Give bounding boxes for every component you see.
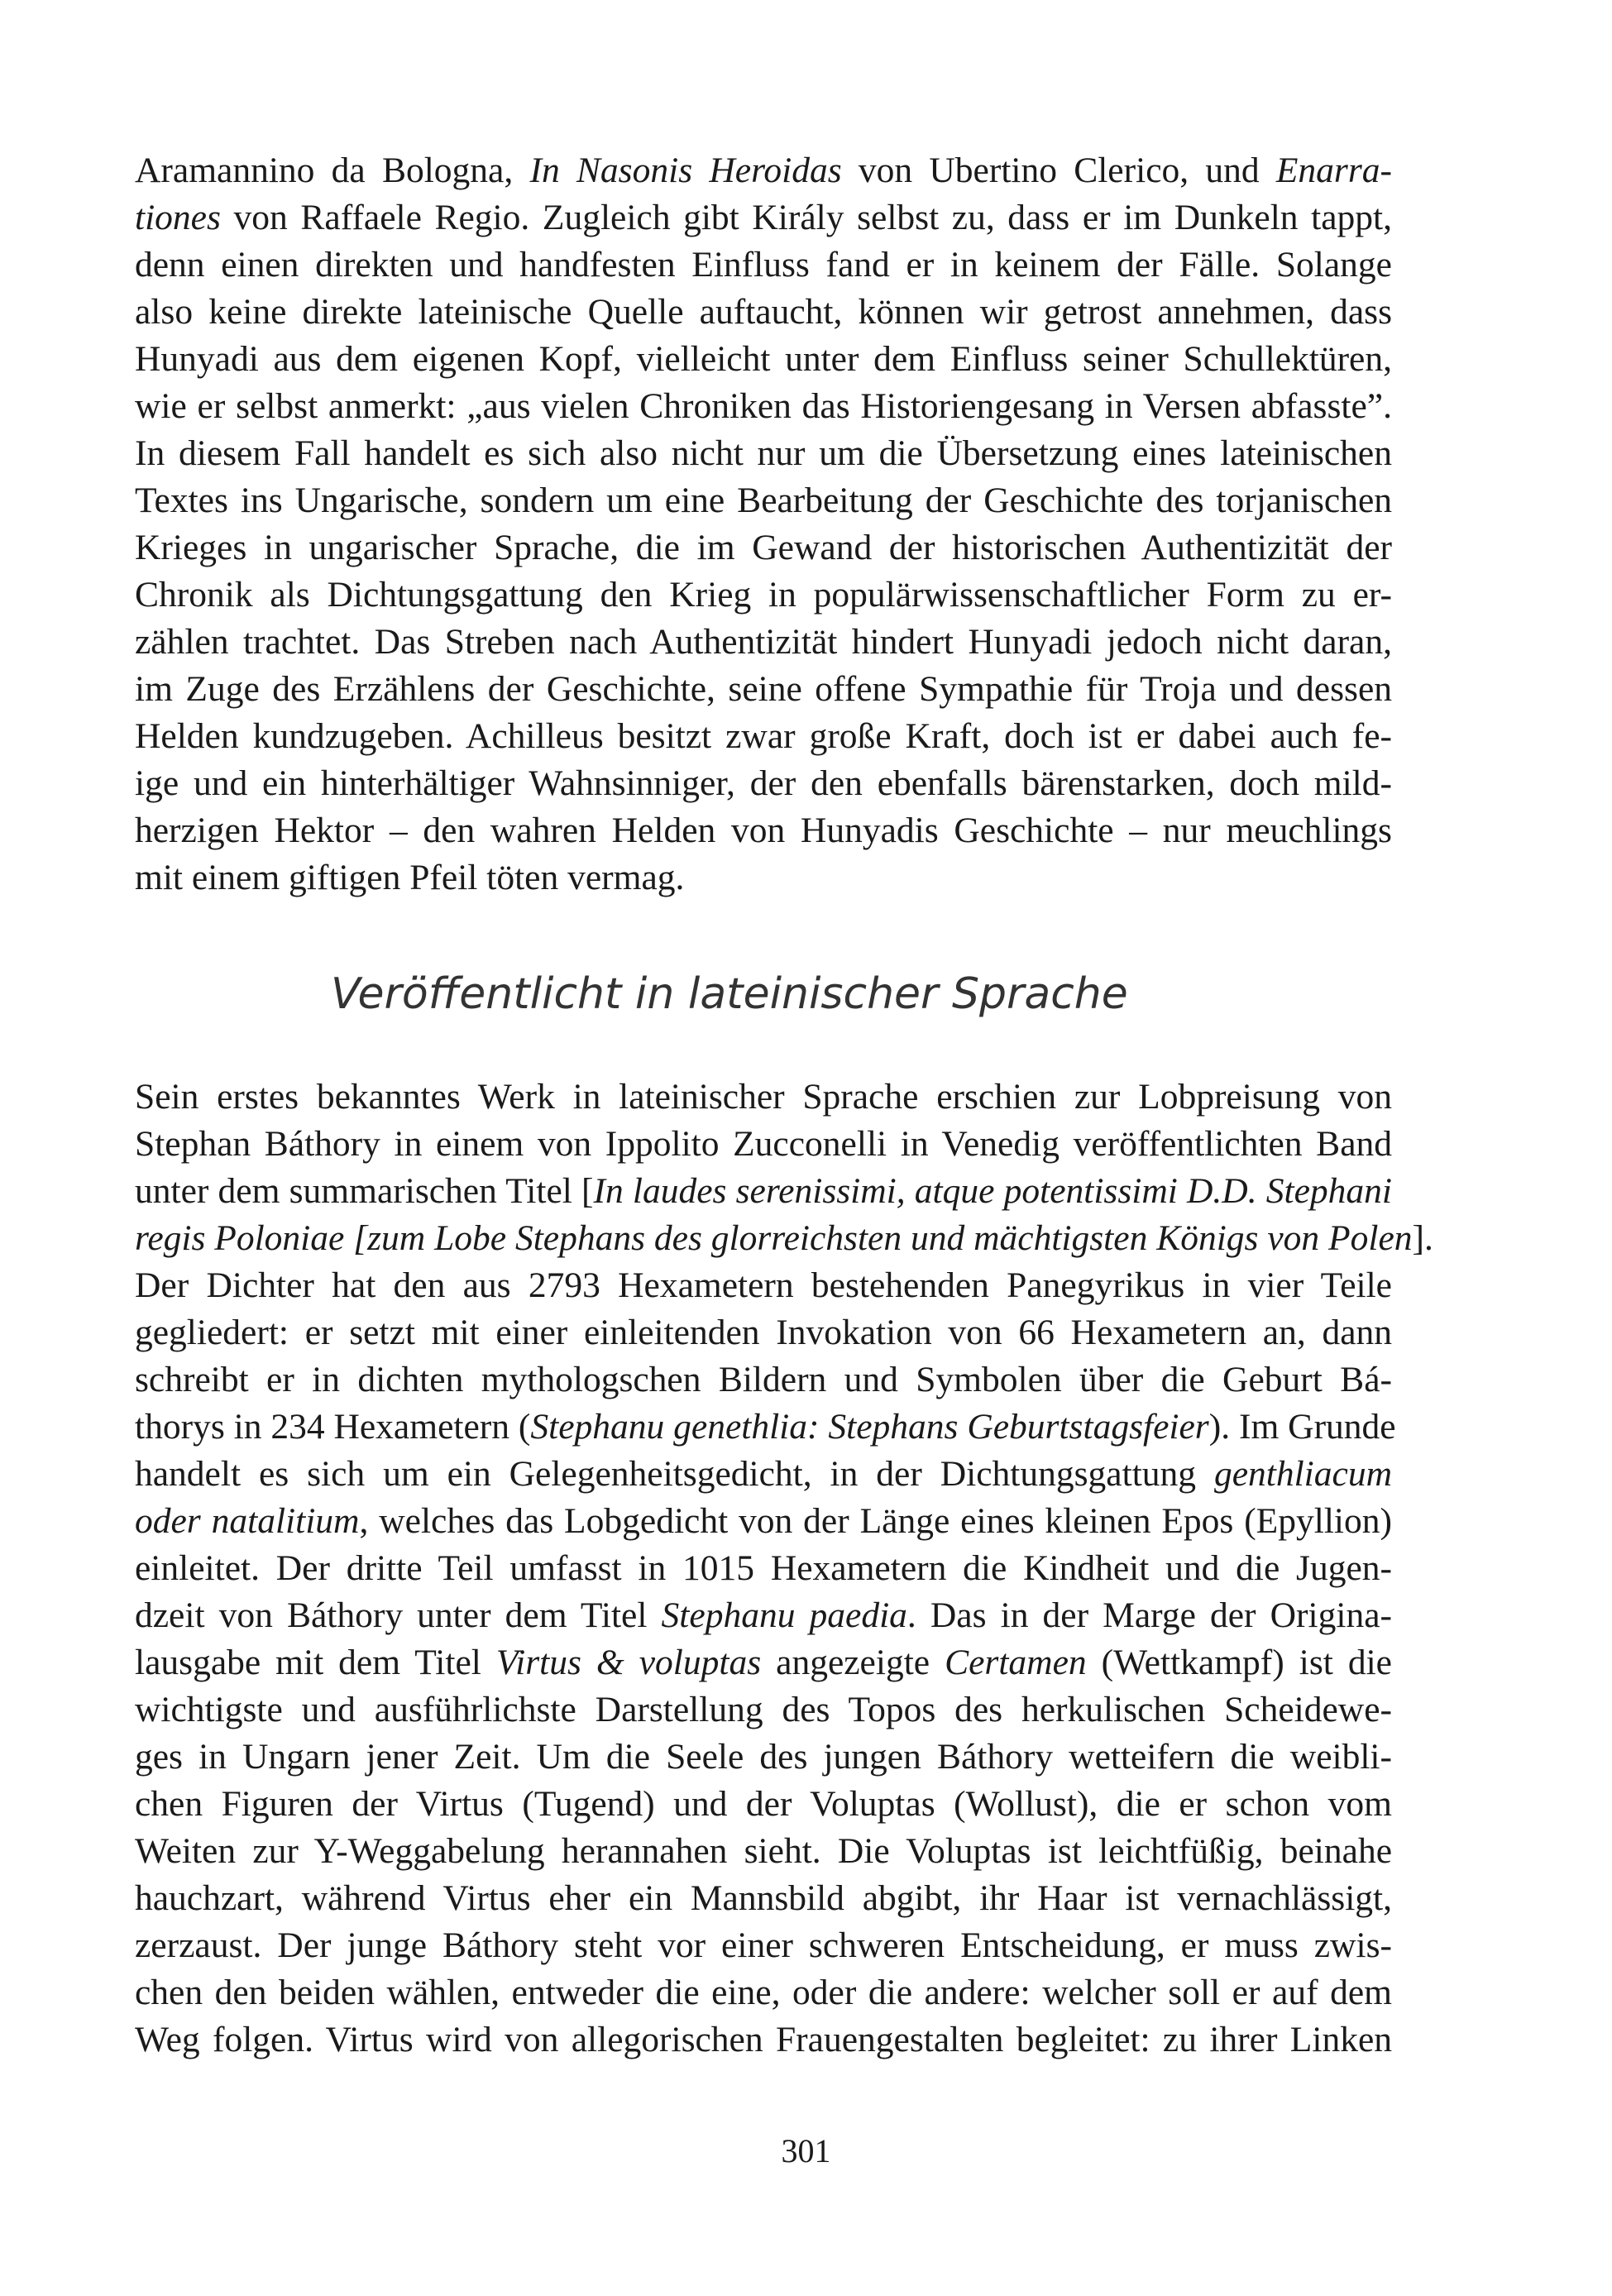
text-line	[135, 524, 1392, 571]
text-line	[135, 1828, 1392, 1874]
text-span: unter dem summarischen Titel [	[135, 1171, 594, 1211]
italic-text: Enarra-	[1275, 151, 1392, 190]
text-span: Helden kundzugeben. Achilleus besitzt zwar große Kraft, doch ist er dabei auch fe-	[135, 716, 1392, 756]
text-span: , welches das Lobgedicht von der Länge eines kleinen Epos (Epyllion)	[359, 1501, 1392, 1541]
text-span: chen den beiden wählen, entweder die eine, oder die andere: welcher soll er auf dem	[135, 1973, 1392, 2012]
text-span: thorys in 234 Hexametern (	[135, 1407, 531, 1447]
section-heading: Veröffentlicht in lateinischer Sprache	[331, 969, 1128, 1019]
italic-text: Virtus & voluptas	[495, 1643, 762, 1682]
text-span: Chronik als Dichtungsgattung den Krieg in populärwissenschaftlicher Form zu er-	[135, 575, 1392, 615]
text-line	[135, 1404, 1396, 1450]
text-span: Krieges in ungarischer Sprache, die im Gewand der historischen Authentizität der	[135, 528, 1392, 567]
text-span: (Wettkampf) ist die	[1086, 1643, 1392, 1682]
italic-text: tiones	[135, 198, 221, 237]
italic-text: genthliacum	[1213, 1454, 1392, 1494]
text-span: denn einen direkten und handfesten Einfluss fand er in keinem der Fälle. Solange	[135, 245, 1392, 285]
text-line	[135, 1451, 1392, 1497]
text-span: Weiten zur Y-Weggabelung herannahen sieht. Die Voluptas ist leichtfüßig, beinahe	[135, 1831, 1392, 1871]
text-span: Aramannino da Bologna,	[135, 151, 530, 190]
text-span: zählen trachtet. Das Streben nach Authentizität hindert Hunyadi jedoch nicht daran,	[135, 622, 1392, 662]
text-span: angezeigte	[761, 1643, 945, 1682]
text-line	[135, 1592, 1392, 1638]
text-span: also keine direkte lateinische Quelle auftaucht, können wir getrost annehmen, dass	[135, 292, 1392, 332]
text-line	[135, 1498, 1392, 1544]
text-line	[135, 477, 1392, 524]
text-line	[135, 1215, 1433, 1261]
text-line	[135, 1734, 1392, 1780]
text-span: von Raffaele Regio. Zugleich gibt Király selbst zu, dass er im Dunkeln tappt,	[220, 198, 1392, 237]
italic-text: In Nasonis Heroidas	[529, 151, 842, 190]
text-span: . Das in der Marge der Origina-	[906, 1595, 1392, 1635]
text-span: ].	[1412, 1218, 1433, 1258]
text-line	[135, 1639, 1392, 1686]
italic-text: Stephanu genethlia: Stephans Geburtstagsfeier	[530, 1407, 1209, 1447]
text-line	[135, 713, 1392, 759]
text-line	[135, 147, 1392, 194]
text-span: hauchzart, während Virtus eher ein Mannsbild abgibt, ihr Haar ist vernachlässigt,	[135, 1878, 1392, 1918]
text-span: dzeit von Báthory unter dem Titel	[135, 1595, 662, 1635]
text-span: wichtigste und ausführlichste Darstellung des Topos des herkulischen Scheidewe-	[135, 1690, 1392, 1729]
text-span: einleitet. Der dritte Teil umfasst in 1015 Hexametern die Kindheit und die Jugen-	[135, 1548, 1392, 1588]
text-span: Hunyadi aus dem eigenen Kopf, vielleicht unter dem Einfluss seiner Schullektüren,	[135, 339, 1392, 379]
text-line	[135, 194, 1392, 241]
text-span: gegliedert: er setzt mit einer einleitenden Invokation von 66 Hexametern an, dann	[135, 1313, 1392, 1352]
text-span: zerzaust. Der junge Báthory steht vor einer schweren Entscheidung, er muss zwis-	[135, 1925, 1392, 1965]
page-number: 301	[781, 2132, 831, 2169]
text-line	[135, 854, 1392, 901]
text-span: Textes ins Ungarische, sondern um eine Bearbeitung der Geschichte des torjanischen	[135, 481, 1392, 520]
text-line	[135, 1356, 1392, 1403]
text-span: ige und ein hinterhältiger Wahnsinniger, der den ebenfalls bärenstarken, doch mild-	[135, 763, 1392, 803]
italic-text: Certamen	[945, 1643, 1087, 1682]
text-span: handelt es sich um ein Gelegenheitsgedicht, in der Dichtungsgattung	[135, 1454, 1214, 1494]
text-line	[135, 430, 1392, 476]
text-line	[135, 242, 1392, 288]
italic-text: regis Poloniae [zum Lobe Stephans des glorreichsten und mächtigsten Königs von Polen	[135, 1218, 1413, 1258]
text-line	[135, 1262, 1392, 1308]
text-span: wie er selbst anmerkt: „aus vielen Chroniken das Historiengesang in Versen abfasste”.	[135, 386, 1392, 426]
text-line	[135, 1969, 1392, 2016]
text-span: ges in Ungarn jener Zeit. Um die Seele des jungen Báthory wetteifern die weibli-	[135, 1737, 1392, 1777]
text-line	[135, 666, 1392, 712]
text-line	[135, 2016, 1392, 2063]
text-line	[135, 572, 1392, 618]
text-line	[135, 1781, 1392, 1827]
text-line	[135, 1545, 1392, 1591]
text-span: schreibt er in dichten mythologschen Bildern und Symbolen über die Geburt Bá-	[135, 1360, 1392, 1399]
italic-text: In laudes serenissimi, atque potentissimi D.D. Stephani	[593, 1171, 1392, 1211]
text-line	[135, 336, 1392, 382]
text-span: mit einem giftigen Pfeil töten vermag.	[135, 858, 685, 897]
text-span: Weg folgen. Virtus wird von allegorischen Frauengestalten begleitet: zu ihrer Linken	[135, 2020, 1392, 2059]
text-line	[135, 289, 1392, 335]
text-line	[135, 760, 1392, 806]
text-span: ). Im Grunde	[1208, 1407, 1396, 1447]
text-line	[135, 1686, 1392, 1733]
italic-text: oder natalitium	[135, 1501, 360, 1541]
text-line	[135, 1074, 1392, 1120]
text-span: chen Figuren der Virtus (Tugend) und der Voluptas (Wollust), die er schon vom	[135, 1784, 1392, 1824]
text-line	[135, 1168, 1392, 1214]
text-span: Sein erstes bekanntes Werk in lateinischer Sprache erschien zur Lobpreisung von	[135, 1077, 1392, 1117]
text-line	[135, 383, 1392, 429]
text-span: In diesem Fall handelt es sich also nicht nur um die Übersetzung eines lateinischen	[135, 433, 1392, 473]
text-span: Der Dichter hat den aus 2793 Hexametern bestehenden Panegyrikus in vier Teile	[135, 1265, 1392, 1305]
text-line	[135, 1922, 1392, 1968]
text-span: im Zuge des Erzählens der Geschichte, seine offene Sympathie für Troja und dessen	[135, 669, 1392, 709]
italic-text: Stephanu paedia	[661, 1595, 907, 1635]
text-span: von Ubertino Clerico, und	[841, 151, 1276, 190]
text-span: herzigen Hektor – den wahren Helden von Hunyadis Geschichte – nur meuchlings	[135, 811, 1392, 850]
text-line	[135, 1875, 1392, 1921]
text-line	[135, 1121, 1392, 1167]
text-line	[135, 619, 1392, 665]
text-span: lausgabe mit dem Titel	[135, 1643, 496, 1682]
text-line	[135, 1309, 1392, 1356]
text-span: Stephan Báthory in einem von Ippolito Zucconelli in Venedig veröffentlichten Band	[135, 1124, 1392, 1164]
text-line	[135, 807, 1392, 854]
